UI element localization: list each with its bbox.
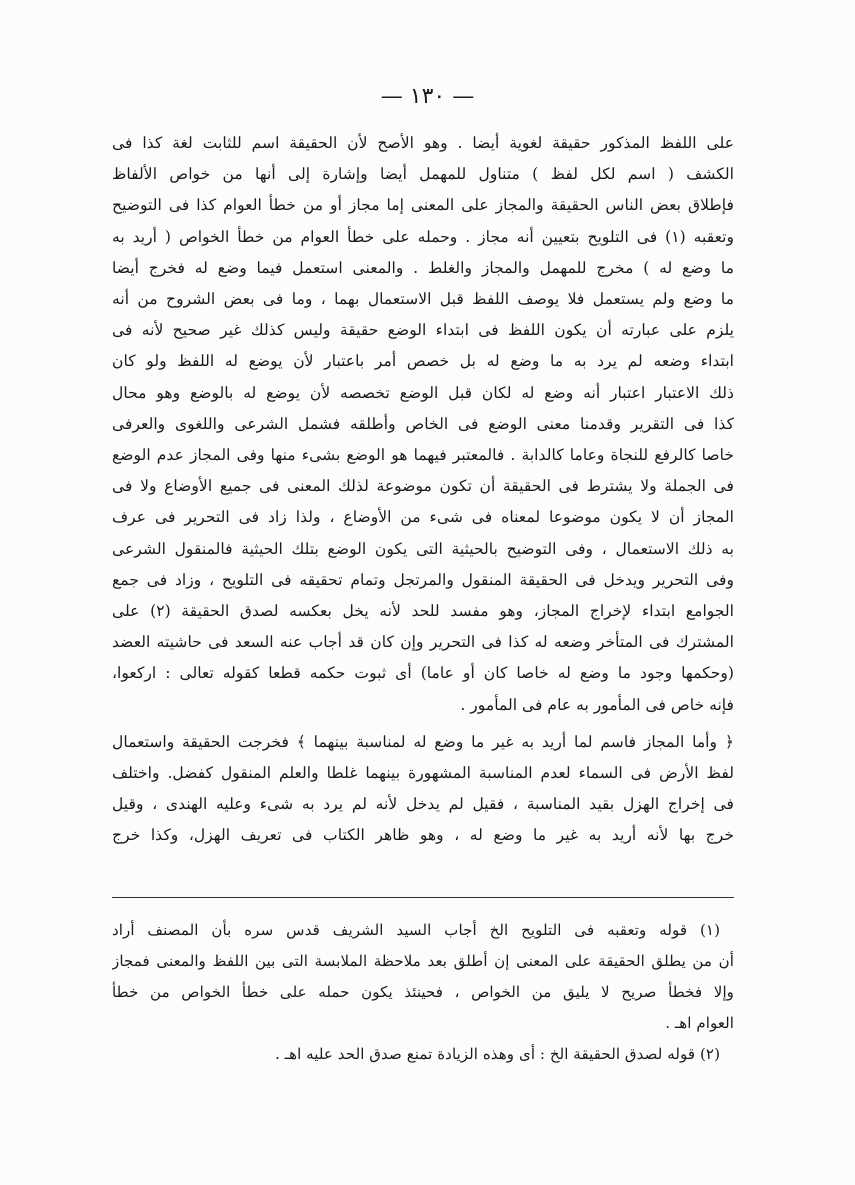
text-line: ذلك الاعتبار اعتبار أنه وضع له لكان قبل الوضع تخصصه لأن يوضع له بالوضع وهو محال <box>112 383 734 402</box>
footnote-line: أن من يطلق الحقيقة على المعنى إن أطلق بعد ملاحظة الملابسة التى بين اللفظ والمعنى فمجاز <box>112 952 734 970</box>
text-line: به ذلك الاستعمال ، وفى التوضيح بالحيثية التى يكون الوضع بتلك الحيثية فالمنقول الشرعى <box>112 539 734 558</box>
text-line: وتعقبه (١) فى التلويح بتعيين أنه مجاز . وحمله على خطأ العوام من خطأ الخواص ( أريد به <box>112 227 734 246</box>
text-line: ﴿ وأما المجاز فاسم لما أريد به غير ما وضع له لمناسبة بينهما ﴾ فخرجت الحقيقة واستعمال <box>112 732 734 751</box>
footnotes <box>112 915 734 1070</box>
text-line: المجاز أن لا يكون موضوعا لمعناه فى شىء من الأوضاع ، ولذا زاد فى التحرير فى عرف <box>112 508 734 527</box>
paragraph-1 <box>112 128 734 721</box>
footnote-line: العوام اهـ . <box>665 1014 734 1032</box>
text-line: الكشف ( اسم لكل لفظ ) متناول للمهمل أيضا وإشارة إلى أنها من خواص الألفاظ <box>112 165 734 184</box>
page-number: — ١٣٠ — <box>380 84 475 109</box>
text-line: فإنه خاص فى المأمور به عام فى المأمور . <box>460 695 734 714</box>
text-line: ابتداء وضعه لم يرد به ما وضع له بل خصص أمر باعتبار لأن يوضع له اللفظ ولو كان <box>112 352 734 371</box>
footnote-2 <box>112 1039 734 1070</box>
text-line: خرج بها لأنه أريد به غير ما وضع له ، وهو ظاهر الكتاب فى تعريف الهزل، وكذا خرج <box>112 826 734 845</box>
footnote-divider <box>112 897 734 898</box>
text-line: خاصا كالرفع للنجاة وعاما كالدابة . فالمعتبر فيهما هو الوضع بشىء منها وفى المجاز عدم الوضع <box>112 446 734 465</box>
paragraph-2 <box>112 727 734 852</box>
text-line: فى إخراج الهزل بقيد المناسبة ، فقيل لم يدخل لأنه لم يرد به شىء وعليه الهندى ، وقيل <box>112 795 734 814</box>
footnote-1 <box>112 915 734 1039</box>
text-line: فإطلاق بعض الناس الحقيقة والمجاز على المعنى إما مجاز أو من خطأ العوام كذا فى التوضيح <box>112 196 734 215</box>
main-text <box>112 128 734 852</box>
text-line: فى الجملة ولا يشترط فى الحقيقة أن تكون موضوعة لذلك المعنى فى جميع الأوضاع ولا فى <box>112 477 734 496</box>
text-line: ما وضع ولم يستعمل فلا يوصف اللفظ قبل الاستعمال بهما ، وما فى بعض الشروح من أنه <box>112 290 734 309</box>
text-line: ما وضع له ) مخرج للمهمل والمجاز والغلط . والمعنى استعمل فيما وضع له فخرج أيضا <box>112 258 734 277</box>
footnote-line: وإلا فخطأ صريح لا يليق من الخواص ، فحينئذ يكون حمله على خطأ الخواص من خطأ <box>112 983 734 1001</box>
text-line: وفى التحرير ويدخل فى الحقيقة المنقول والمرتجل وتمام تحقيقه فى التلويح ، وزاد فى جمع <box>112 570 734 589</box>
text-line: لفظ الأرض فى السماء لعدم المناسبة المشهورة بينهما غلطا والعلم المنقول كفضل. واختلف <box>112 764 734 783</box>
text-line: الجوامع ابتداء لإخراج المجاز، وهو مفسد للحد لأنه يخل بعكسه لصدق الحقيقة (٢) على <box>112 602 734 621</box>
text-line: (وحكمها وجود ما وضع له خاصا كان أو عاما) أى ثبوت حكمه قطعا كقوله تعالى : اركعوا، <box>112 664 734 683</box>
footnote-line: (١) قوله وتعقبه فى التلويح الخ أجاب السيد الشريف قدس سره بأن المصنف أراد <box>112 921 720 939</box>
text-line: المشترك فى المتأخر وضعه له كذا فى التحرير وإن كان قد أجاب عنه السعد فى حاشيته العضد <box>112 633 734 652</box>
text-line: كذا فى التقرير وقدمنا معنى الوضع فى الخاص وأطلقه فشمل الشرعى واللغوى والعرفى <box>112 414 734 433</box>
text-line: على اللفظ المذكور حقيقة لغوية أيضا . وهو الأصح لأن الحقيقة اسم للثابت لغة كذا فى <box>112 134 734 152</box>
text-line: يلزم على عبارته أن يكون اللفظ فى ابتداء الوضع حقيقة وليس كذلك غير صحيح لأنه فى <box>112 321 734 340</box>
footnote-line: (٢) قوله لصدق الحقيقة الخ : أى وهذه الزيادة تمنع صدق الحد عليه اهـ . <box>274 1045 720 1063</box>
